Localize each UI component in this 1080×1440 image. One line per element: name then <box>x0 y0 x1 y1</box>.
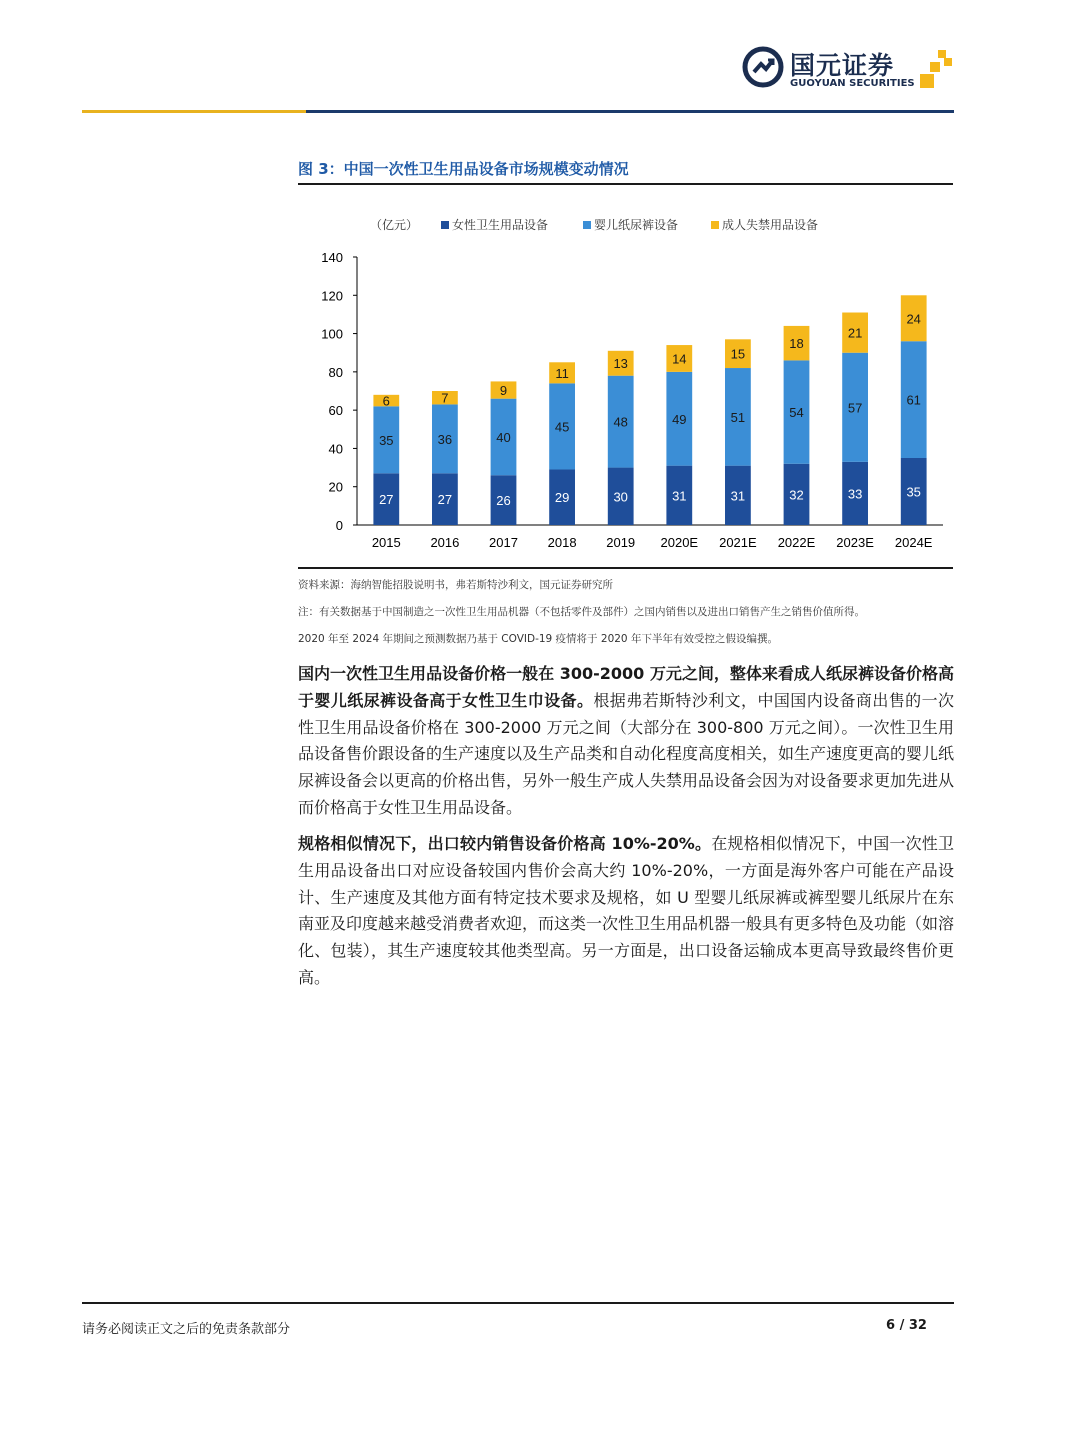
x-tick-label: 2015 <box>371 535 401 550</box>
header-rule-gold <box>82 110 306 113</box>
data-label: 36 <box>437 431 453 447</box>
data-label: 15 <box>730 346 746 362</box>
logo-mark-icon <box>742 46 784 88</box>
data-label: 51 <box>730 409 746 425</box>
data-label: 24 <box>906 311 921 327</box>
paragraph-body-text: 在规格相似情况下，中国一次性卫生用品设备出口对应设备较国内售价会高大约 10%-20%，一方面是海外客户可能在产品设计、生产速度及其他方面有特定技术要求及规格，如 U 型婴儿纸尿裤或裤型婴儿纸尿片在东南亚及印度越来越受消费者欢迎，而这类一次性卫生用品机器一般具有更多特色及功能（如溶化、包装），其生产速度较其他类型高。另一方面是，出口设备运输成本更高导致最终售价更高。 <box>298 834 955 987</box>
company-logo <box>742 44 954 94</box>
x-tick-label: 2024E <box>894 535 933 550</box>
data-label: 31 <box>730 488 746 504</box>
data-label: 31 <box>672 488 687 504</box>
legend-label: 成人失禁用品设备 <box>722 218 819 232</box>
y-tick-label: 0 <box>335 518 343 533</box>
x-tick-label: 2023E <box>836 535 874 550</box>
y-tick-label: 100 <box>321 326 343 342</box>
data-label: 27 <box>437 492 453 508</box>
paragraph-price-range <box>298 661 954 822</box>
data-label: 27 <box>379 492 394 508</box>
data-label: 13 <box>613 356 628 372</box>
data-label: 9 <box>499 383 508 399</box>
chart-legend <box>441 217 818 232</box>
data-label: 6 <box>382 393 390 409</box>
x-tick-label: 2020E <box>660 535 699 550</box>
paragraph-lead-bold: 国内一次性卫生用品设备价格一般在 300-2000 万元之间，整体来看成人纸尿裤设备价格高于婴儿纸尿裤设备高于女性卫生巾设备。 <box>298 664 954 710</box>
x-tick-label: 2017 <box>489 535 518 550</box>
figure-source: 资料来源：海纳智能招股说明书，弗若斯特沙利文，国元证券研究所 <box>298 579 613 591</box>
data-label: 49 <box>672 411 687 427</box>
legend-label: 女性卫生用品设备 <box>452 218 549 232</box>
y-tick-label: 20 <box>328 479 343 495</box>
page-number: 6 / 32 <box>886 1318 927 1333</box>
data-label: 30 <box>613 489 628 505</box>
data-label: 61 <box>906 392 921 408</box>
data-label: 14 <box>672 351 687 367</box>
y-tick-label: 140 <box>321 250 343 265</box>
chart-unit-label: （亿元） <box>370 218 419 232</box>
x-tick-label: 2022E <box>777 535 816 550</box>
x-tick-label: 2019 <box>606 535 636 550</box>
paragraph-body-text: 根据弗若斯特沙利文，中国国内设备商出售的一次性卫生用品设备价格在 300-2000 万元之间（大部分在 300-800 万元之间）。一次性卫生用品设备售价跟设备的生产速度以及生产品类和自动化程度高度相关，如生产速度更高的婴儿纸尿裤设备会以更高的价格出售，另外一般生产成人失禁用品设备会因为对设备要求更加先进从而价格高于女性卫生用品设备。 <box>298 690 955 817</box>
data-label: 54 <box>789 405 804 421</box>
data-label: 18 <box>789 336 804 352</box>
x-tick-label: 2018 <box>547 535 577 550</box>
logo-squares-icon <box>920 50 952 90</box>
data-label: 35 <box>906 484 921 500</box>
data-label: 33 <box>847 486 863 502</box>
data-label: 32 <box>789 487 804 503</box>
data-label: 45 <box>554 419 570 435</box>
brand-name-en: GUOYUAN SECURITIES <box>790 78 915 89</box>
chart-bars <box>372 295 933 550</box>
data-label: 57 <box>847 400 863 416</box>
x-tick-label: 2021E <box>719 535 757 550</box>
footer-rule <box>82 1302 954 1304</box>
figure-note-2: 2020 年至 2024 年期间之预测数据乃基于 COVID-19 疫情将于 2020 年下半年有效受控之假设编撰。 <box>298 633 778 645</box>
legend-label: 婴儿纸尿裤设备 <box>594 218 679 232</box>
figure-rule-top <box>298 183 953 185</box>
data-label: 21 <box>847 325 863 341</box>
paragraph-export-price <box>298 831 954 992</box>
legend-swatch <box>711 221 719 229</box>
legend-swatch <box>583 221 591 229</box>
y-tick-label: 40 <box>328 441 343 457</box>
data-label: 11 <box>555 365 569 381</box>
legend-swatch <box>441 221 449 229</box>
header-rule-navy <box>306 110 954 113</box>
figure-rule-bottom <box>298 567 953 569</box>
figure-title: 图 3：中国一次性卫生用品设备市场规模变动情况 <box>298 160 629 178</box>
data-label: 40 <box>496 429 511 445</box>
data-label: 7 <box>441 390 449 406</box>
data-label: 35 <box>379 432 394 448</box>
y-tick-label: 60 <box>328 403 343 419</box>
data-label: 26 <box>496 493 511 509</box>
stacked-bar-chart <box>298 195 954 565</box>
footer-disclaimer: 请务必阅读正文之后的免责条款部分 <box>82 1322 291 1337</box>
data-label: 48 <box>613 414 628 430</box>
y-tick-label: 80 <box>328 364 343 380</box>
figure-note-1: 注：有关数据基于中国制造之一次性卫生用品机器（不包括零件及部件）之国内销售以及进出口销售产生之销售价值所得。 <box>298 606 865 618</box>
paragraph-lead-bold: 规格相似情况下，出口较内销售设备价格高 10%-20%。 <box>298 834 712 853</box>
data-label: 29 <box>554 490 570 506</box>
x-tick-label: 2016 <box>430 535 460 550</box>
y-tick-label: 120 <box>321 288 343 304</box>
brand-name-cn: 国元证券 <box>790 51 895 80</box>
